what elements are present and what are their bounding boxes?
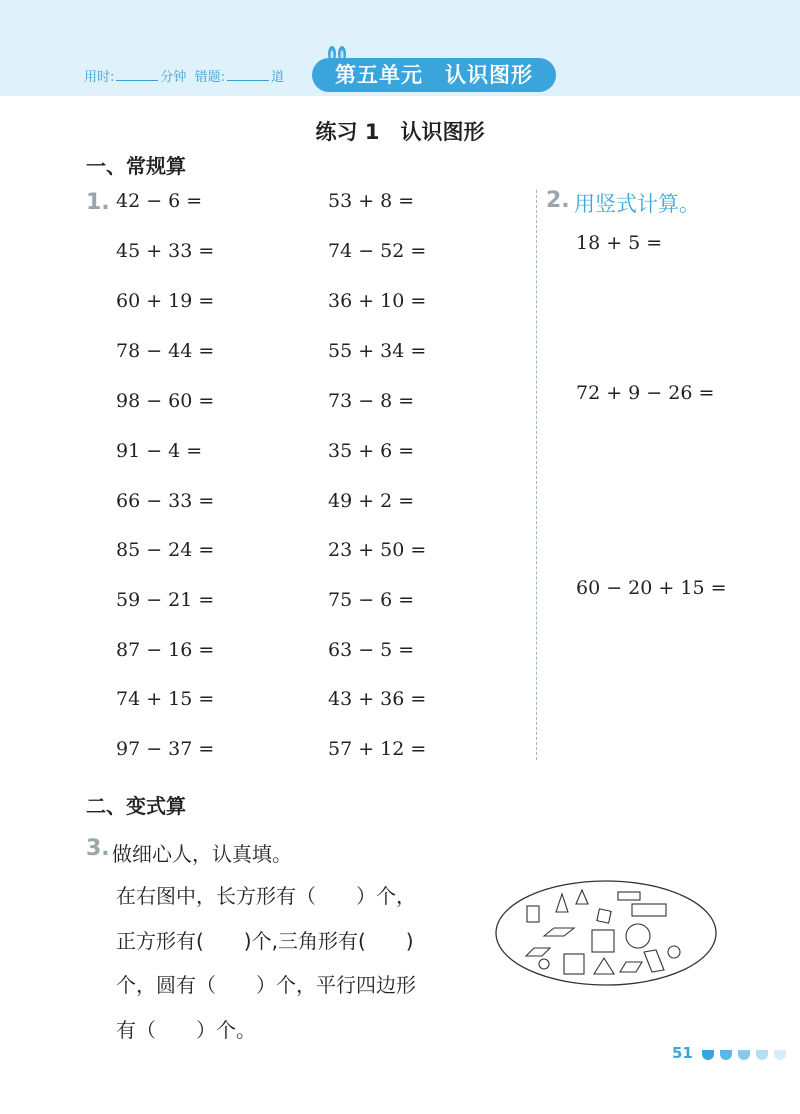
triangle-shape	[556, 894, 568, 912]
expression-item: 57 + 12 =	[328, 738, 427, 760]
expression-item: 98 − 60 =	[116, 390, 215, 412]
q2-item: 72 + 9 − 26 =	[576, 382, 715, 404]
square-shape	[597, 909, 611, 923]
triangle-shape	[576, 890, 588, 904]
page-number: 51	[672, 1044, 693, 1062]
circle-shape	[539, 959, 549, 969]
expression-item: 36 + 10 =	[328, 290, 427, 312]
expression-item: 60 + 19 =	[116, 290, 215, 312]
expression-item: 74 − 52 =	[328, 240, 427, 262]
q3-line: 有（ ）个。	[116, 1018, 256, 1042]
parallelogram-shape	[526, 948, 550, 956]
q3-line: 正方形有( )个,三角形有( )	[116, 929, 414, 953]
time-label: 用时:	[84, 70, 115, 85]
expression-item: 59 − 21 =	[116, 589, 215, 611]
rectangle-shape	[632, 904, 666, 916]
section-1-title: 一、常规算	[86, 154, 186, 178]
square-shape	[564, 954, 584, 974]
page-decoration-dots	[700, 1046, 792, 1062]
expression-item: 74 + 15 =	[116, 688, 215, 710]
question-2-number: 2.	[546, 188, 570, 213]
q3-line: 在右图中，长方形有（ ）个，	[116, 884, 416, 908]
errors-label: 错题:	[194, 70, 226, 85]
parallelogram-shape	[544, 928, 574, 936]
expression-item: 87 − 16 =	[116, 639, 215, 661]
expression-item: 53 + 8 =	[328, 190, 415, 212]
rectangle-shape	[618, 892, 640, 900]
square-shape	[592, 930, 614, 952]
expression-item: 43 + 36 =	[328, 688, 427, 710]
shapes-figure	[494, 878, 718, 988]
parallelogram-shape	[620, 962, 642, 972]
question-3-title: 做细心人，认真填。	[112, 842, 292, 866]
expression-item: 63 − 5 =	[328, 639, 415, 661]
question-2-title: 用竖式计算。	[574, 192, 700, 216]
unit-title-badge: 第五单元 认识图形	[312, 58, 556, 92]
question-unit: 道	[271, 70, 285, 85]
expression-item: 97 − 37 =	[116, 738, 215, 760]
expression-item: 73 − 8 =	[328, 390, 415, 412]
expression-item: 42 − 6 =	[116, 190, 203, 212]
question-3-number: 3.	[86, 836, 110, 861]
expression-item: 49 + 2 =	[328, 490, 415, 512]
expression-item: 85 − 24 =	[116, 539, 215, 561]
column-divider	[536, 190, 537, 760]
time-blank[interactable]	[116, 68, 158, 81]
triangle-shape	[594, 958, 614, 974]
page-title: 练习 1 认识图形	[315, 120, 485, 144]
errors-blank[interactable]	[227, 68, 269, 81]
expression-item: 66 − 33 =	[116, 490, 215, 512]
q3-line: 个，圆有（ ）个，平行四边形	[116, 973, 416, 997]
rectangle-shape	[527, 906, 539, 922]
question-1-number: 1.	[86, 190, 110, 215]
q2-item: 60 − 20 + 15 =	[576, 577, 727, 599]
circle-shape	[668, 946, 680, 958]
parallelogram-shape	[644, 950, 664, 972]
expression-item: 35 + 6 =	[328, 440, 415, 462]
outer-ellipse	[496, 881, 716, 985]
expression-item: 78 − 44 =	[116, 340, 215, 362]
q2-item: 18 + 5 =	[576, 232, 663, 254]
expression-item: 55 + 34 =	[328, 340, 427, 362]
minute-unit: 分钟	[160, 70, 187, 85]
section-2-title: 二、变式算	[86, 794, 186, 818]
circle-shape	[626, 924, 650, 948]
expression-item: 91 − 4 =	[116, 440, 203, 462]
expression-item: 75 − 6 =	[328, 589, 415, 611]
time-and-errors-line	[84, 66, 284, 85]
expression-item: 45 + 33 =	[116, 240, 215, 262]
expression-item: 23 + 50 =	[328, 539, 427, 561]
